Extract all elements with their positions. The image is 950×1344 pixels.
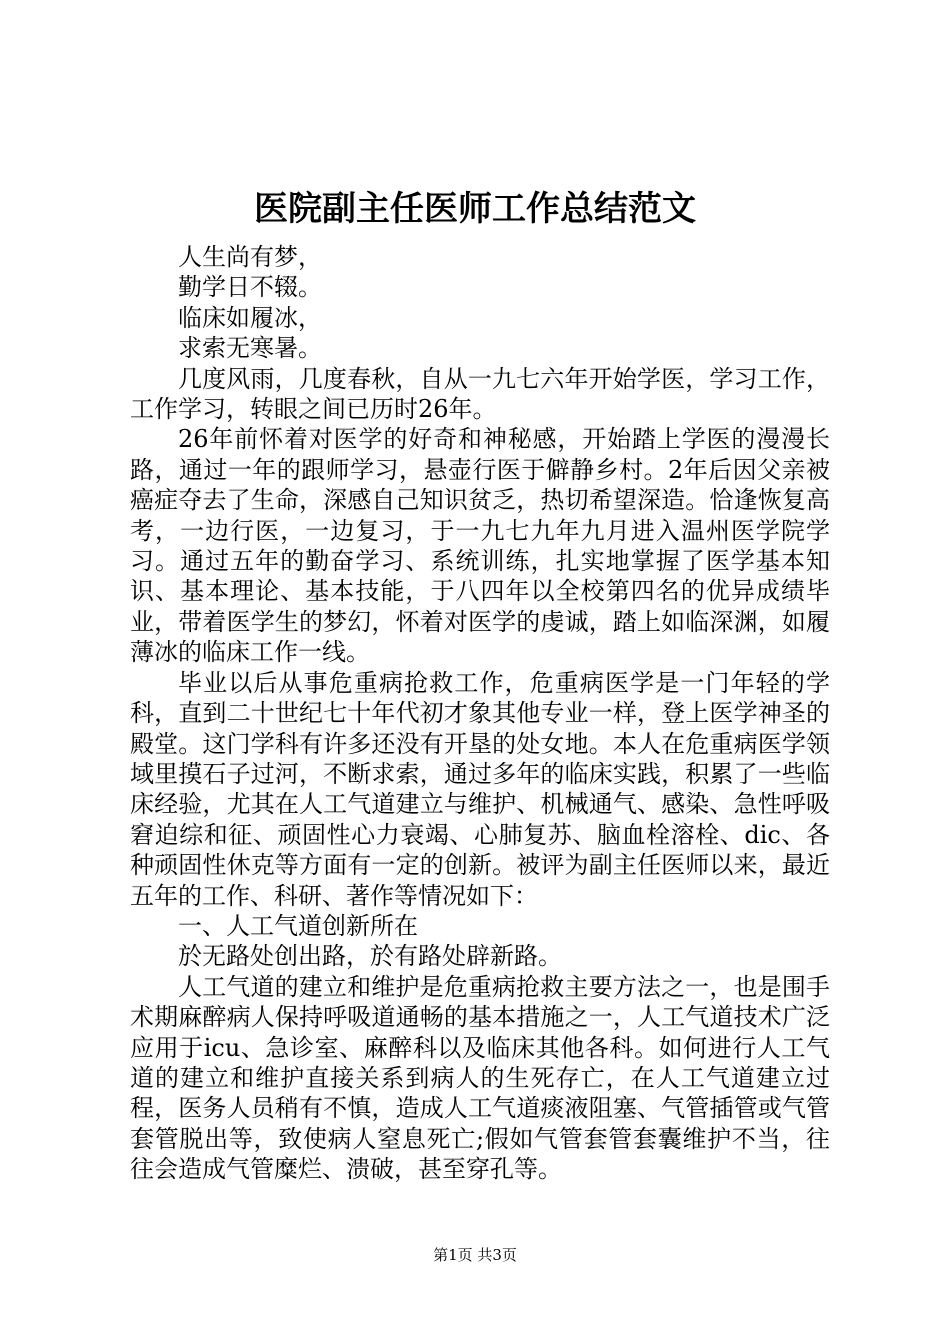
paragraph: 几度风雨，几度春秋，自从一九七六年开始学医，学习工作，工作学习，转眼之间已历时26年。 [130,364,830,424]
document-body [130,242,830,1185]
document-title: 医院副主任医师工作总结范文 [254,189,696,229]
paragraph: 临床如履冰， [178,303,322,332]
paragraph: 於无路处创出路，於有路处辟新路。 [178,942,562,971]
paragraph: 毕业以后从事危重病抢救工作，危重病医学是一门年轻的学科，直到二十世纪七十年代初才象其他专业一样，登上医学神圣的殿堂。这门学科有许多还没有开垦的处女地。本人在危重病医学领域里摸石子过河，不断求索，通过多年的临床实践，积累了一些临床经验，尤其在人工气道建立与维护、机械通气、感染、急性呼吸窘迫综和征、顽固性心力衰竭、心肺复苏、脑血栓溶栓、dic、各种顽固性休克等方面有一定的创新。被评为副主任医师以来，最近五年的工作、科研、著作等情况如下： [130,668,830,910]
paragraph: 26年前怀着对医学的好奇和神秘感，开始踏上学医的漫漫长路，通过一年的跟师学习，悬壶行医于僻静乡村。2年后因父亲被癌症夺去了生命，深感自己知识贫乏，热切希望深造。恰逢恢复高考，一边行医，一边复习，于一九七九年九月进入温州医学院学习。通过五年的勤奋学习、系统训练，扎实地掌握了医学基本知识、基本理论、基本技能，于八四年以全校第四名的优异成绩毕业，带着医学生的梦幻，怀着对医学的虔诚，踏上如临深渊，如履薄冰的临床工作一线。 [130,425,830,667]
paragraph: 人生尚有梦， [178,243,322,271]
paragraph: 勤学日不辍。 [178,273,322,302]
section-heading: 一、人工气道创新所在 [178,911,418,940]
page-number-footer: 第1页 共3页 [433,1246,517,1264]
paragraph: 求索无寒暑。 [178,334,322,363]
paragraph: 人工气道的建立和维护是危重病抢救主要方法之一，也是围手术期麻醉病人保持呼吸道通畅的基本措施之一，人工气道技术广泛应用于icu、急诊室、麻醉科以及临床其他各科。如何进行人工气道的建立和维护直接关系到病人的生死存亡，在人工气道建立过程，医务人员稍有不慎，造成人工气道痰液阻塞、气管插管或气管套管脱出等，致使病人窒息死亡;假如气管套管套囊维护不当，往往会造成气管糜烂、溃破，甚至穿孔等。 [130,972,830,1184]
